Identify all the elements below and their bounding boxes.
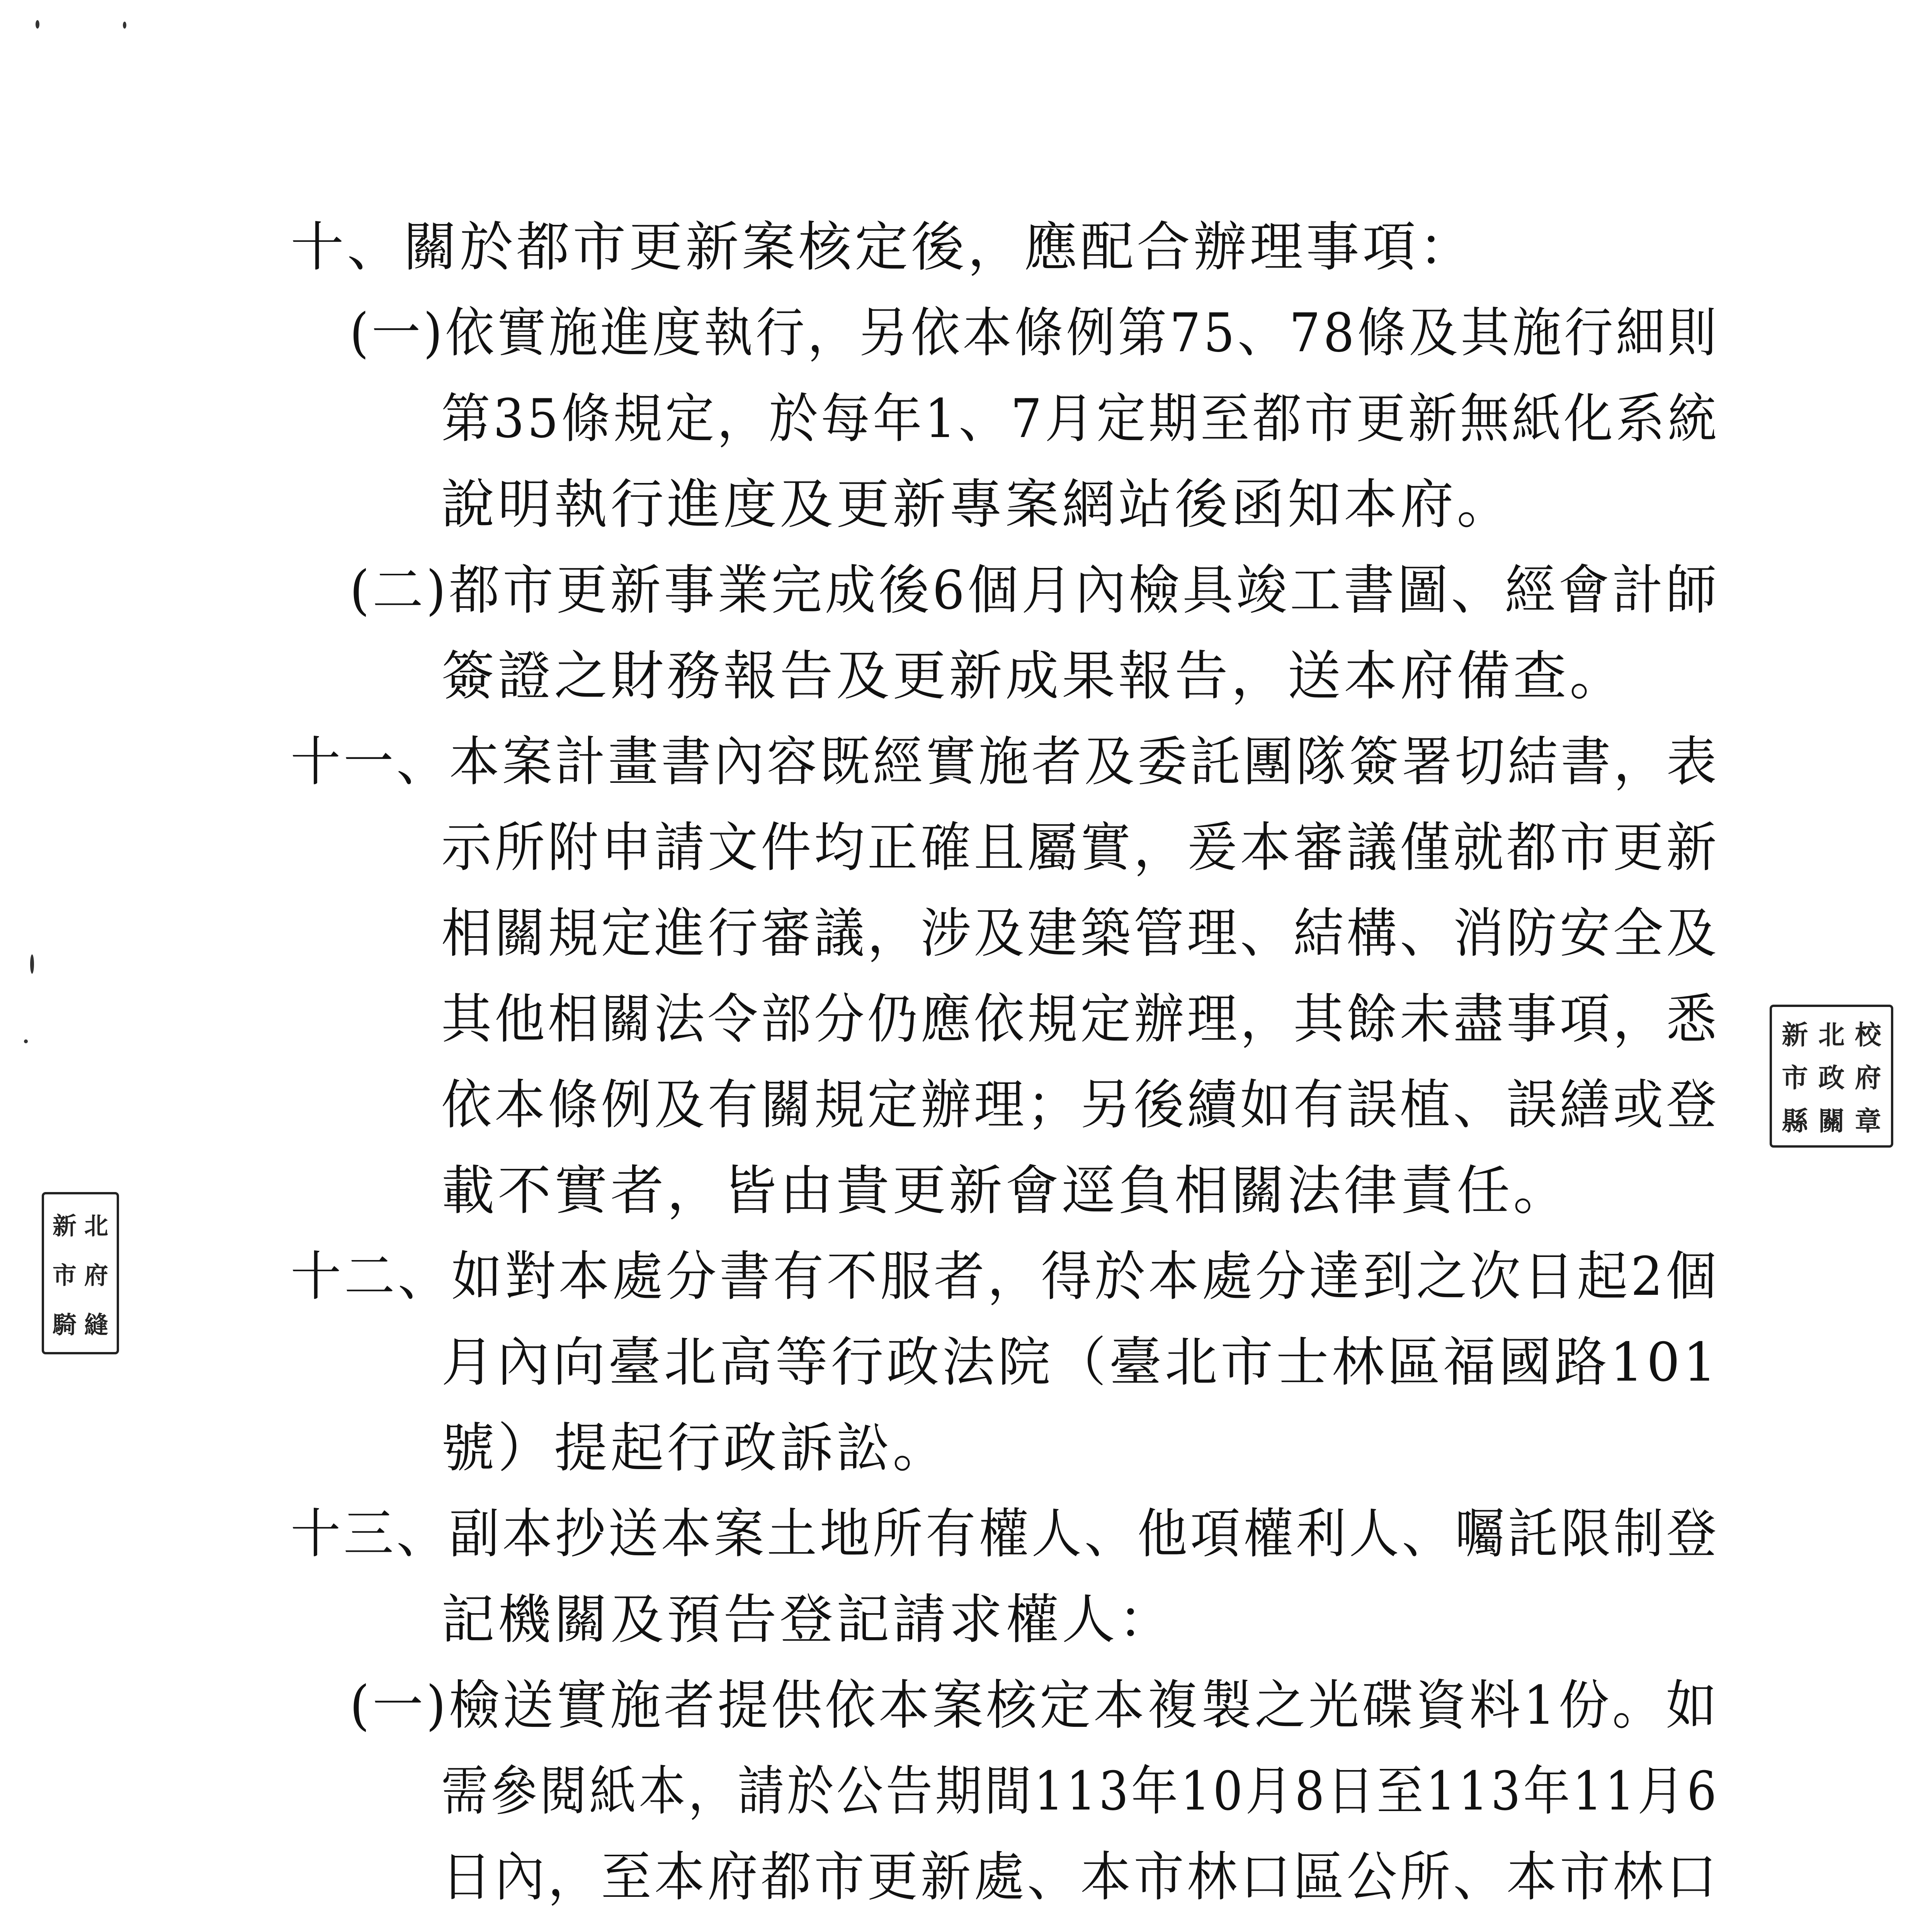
text-line: 簽證之財務報告及更新成果報告，送本府備查。	[441, 645, 1626, 707]
seal-character: 北	[84, 1211, 108, 1240]
text-line: 十、關於都市更新案核定後，應配合辦理事項：	[291, 216, 1476, 278]
text-line: 記機關及預告登記請求權人：	[441, 1588, 1175, 1651]
text-line: 需參閱紙本，請於公告期間113年10月8日至113年11月6	[441, 1760, 1719, 1822]
text-line: 示所附申請文件均正確且屬實，爰本審議僅就都市更新	[441, 816, 1720, 879]
seal-character: 市	[52, 1261, 77, 1289]
seal-character: 新	[1782, 1020, 1808, 1051]
scan-speck	[24, 1039, 28, 1043]
text-line: 依本條例及有關規定辦理；另後續如有誤植、誤繕或登	[441, 1074, 1720, 1136]
text-line: 相關規定進行審議，涉及建築管理、結構、消防安全及	[441, 902, 1720, 964]
seal-character: 府	[1855, 1063, 1881, 1094]
seal-character: 章	[1855, 1105, 1881, 1137]
scan-speck	[30, 954, 34, 974]
text-line: 第35條規定，於每年1、7月定期至都市更新無紙化系統	[441, 388, 1720, 450]
seal-character: 北	[1818, 1020, 1845, 1051]
text-line: 說明執行進度及更新專案網站後函知本府。	[441, 473, 1513, 536]
text-line: 號）提起行政訴訟。	[441, 1417, 949, 1479]
text-line: (一)依實施進度執行，另依本條例第75、78條及其施行細則	[350, 302, 1719, 364]
seal-character: 校	[1855, 1020, 1881, 1051]
text-line: 載不實者，皆由貴更新會逕負相關法律責任。	[441, 1160, 1570, 1222]
seal-character: 府	[84, 1261, 108, 1289]
seal-stamp-right	[1770, 1005, 1893, 1148]
text-line: 十三、副本抄送本案土地所有權人、他項權利人、囑託限制登	[291, 1503, 1720, 1565]
text-line: 月內向臺北高等行政法院（臺北市士林區福國路101	[441, 1331, 1720, 1393]
scan-speck	[123, 22, 126, 29]
seal-stamp-left	[42, 1192, 119, 1354]
seal-character: 政	[1818, 1063, 1845, 1094]
seal-character: 新	[52, 1211, 77, 1240]
text-line: 十一、本案計畫書內容既經實施者及委託團隊簽署切結書，表	[291, 731, 1720, 793]
seal-character: 騎	[52, 1310, 77, 1339]
text-line: 日內，至本府都市更新處、本市林口區公所、本市林口	[441, 1846, 1720, 1908]
text-line: 十二、如對本處分書有不服者，得於本處分達到之次日起2個	[291, 1245, 1719, 1308]
scan-speck	[36, 20, 39, 29]
text-line: (一)檢送實施者提供依本案核定本複製之光碟資料1份。如	[350, 1674, 1720, 1736]
seal-character: 縣	[1782, 1105, 1808, 1137]
seal-character: 關	[1818, 1105, 1845, 1137]
seal-character: 縫	[84, 1310, 108, 1339]
text-line: (二)都市更新事業完成後6個月內檢具竣工書圖、經會計師	[350, 559, 1720, 621]
text-line: 其他相關法令部分仍應依規定辦理，其餘未盡事項，悉	[441, 988, 1720, 1050]
seal-character: 市	[1782, 1063, 1808, 1094]
